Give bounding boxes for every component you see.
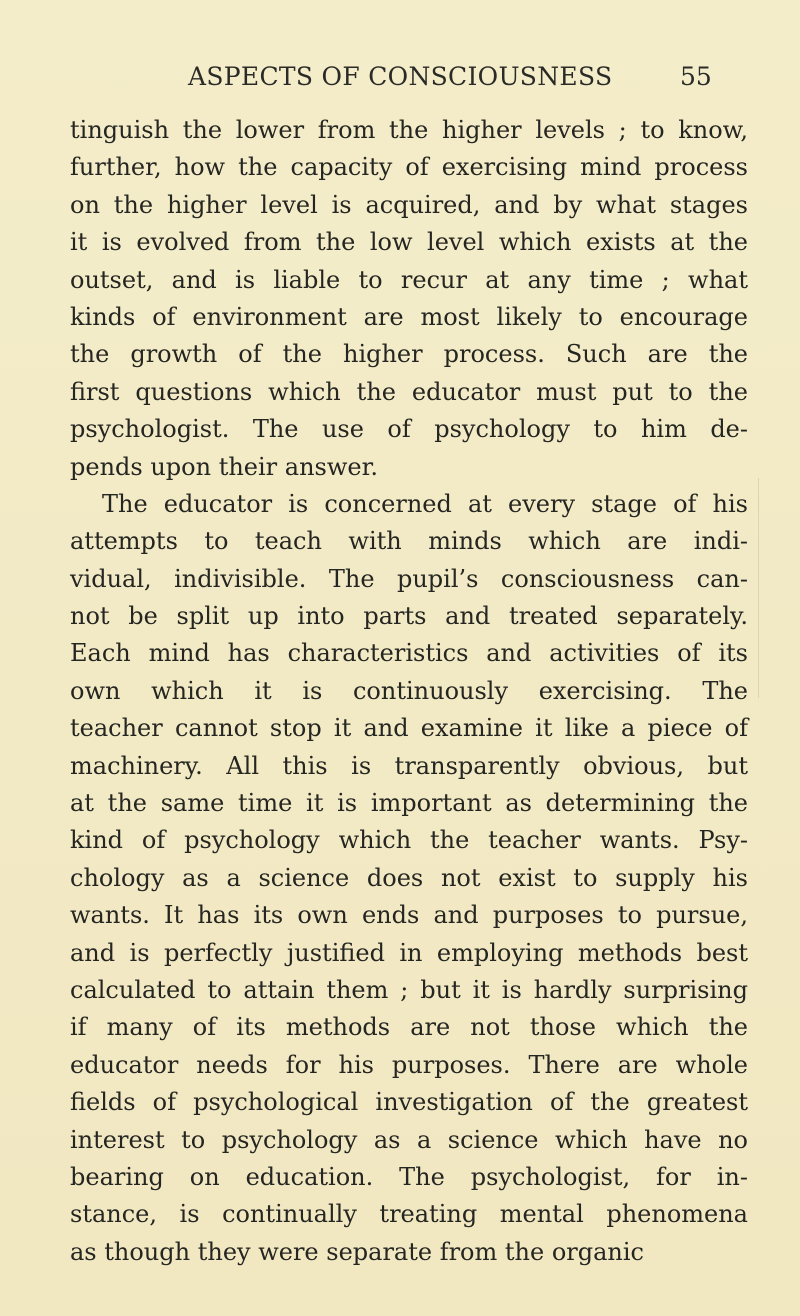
text-line: The educator is concerned at every stage of his [102, 489, 748, 518]
text-line: kinds of environment are most likely to encourage [70, 302, 748, 331]
text-line: not be split up into parts and treated separately. [70, 602, 748, 631]
text-line: calculated to attain them ; but it is hardly surprising [70, 975, 748, 1004]
text-line: own which it is continuously exercising. The [70, 676, 748, 705]
text-line: stance, is continually treating mental phenomena [70, 1200, 748, 1229]
text-line: first questions which the educator must put to the [70, 377, 748, 406]
text-line: if many of its methods are not those which the [70, 1013, 748, 1042]
text-line: and is perfectly justified in employing methods best [70, 938, 748, 967]
text-line: kind of psychology which the teacher wants. Psy- [70, 826, 748, 855]
text-line: educator needs for his purposes. There are whole [70, 1050, 748, 1079]
text-line: psychologist. The use of psychology to him de- [70, 415, 748, 444]
text-line: at the same time it is important as determining the [70, 789, 748, 818]
margin-pencil-mark [758, 478, 771, 698]
body-text [70, 112, 748, 1271]
text-line: bearing on education. The psychologist, for in- [70, 1162, 748, 1191]
page-header [0, 62, 800, 102]
text-line: pends upon their answer. [70, 452, 379, 481]
running-head: ASPECTS OF CONSCIOUSNESS [188, 62, 613, 91]
text-line: wants. It has its own ends and purposes to pursue, [70, 901, 748, 930]
text-line: tinguish the lower from the higher levels ; to know, [70, 116, 748, 144]
text-line: teacher cannot stop it and examine it like a piece of [70, 714, 748, 743]
page-number: 55 [680, 62, 712, 91]
text-line: vidual, indivisible. The pupil’s consciousness can- [70, 564, 748, 593]
text-line: interest to psychology as a science which have no [70, 1125, 748, 1154]
text-line: as though they were separate from the organic [70, 1237, 644, 1266]
text-line: machinery. All this is transparently obvious, but [70, 751, 748, 780]
text-line: the growth of the higher process. Such are the [70, 340, 748, 369]
text-line: it is evolved from the low level which exists at the [70, 228, 748, 257]
text-line: outset, and is liable to recur at any time ; what [70, 265, 748, 294]
text-line: fields of psychological investigation of the greatest [70, 1088, 748, 1117]
text-line: chology as a science does not exist to supply his [70, 863, 748, 892]
text-line: on the higher level is acquired, and by what stages [70, 190, 748, 219]
text-line: attempts to teach with minds which are indi- [70, 527, 748, 556]
text-line: Each mind has characteristics and activities of its [70, 639, 748, 668]
text-line: further, how the capacity of exercising mind process [70, 153, 748, 182]
